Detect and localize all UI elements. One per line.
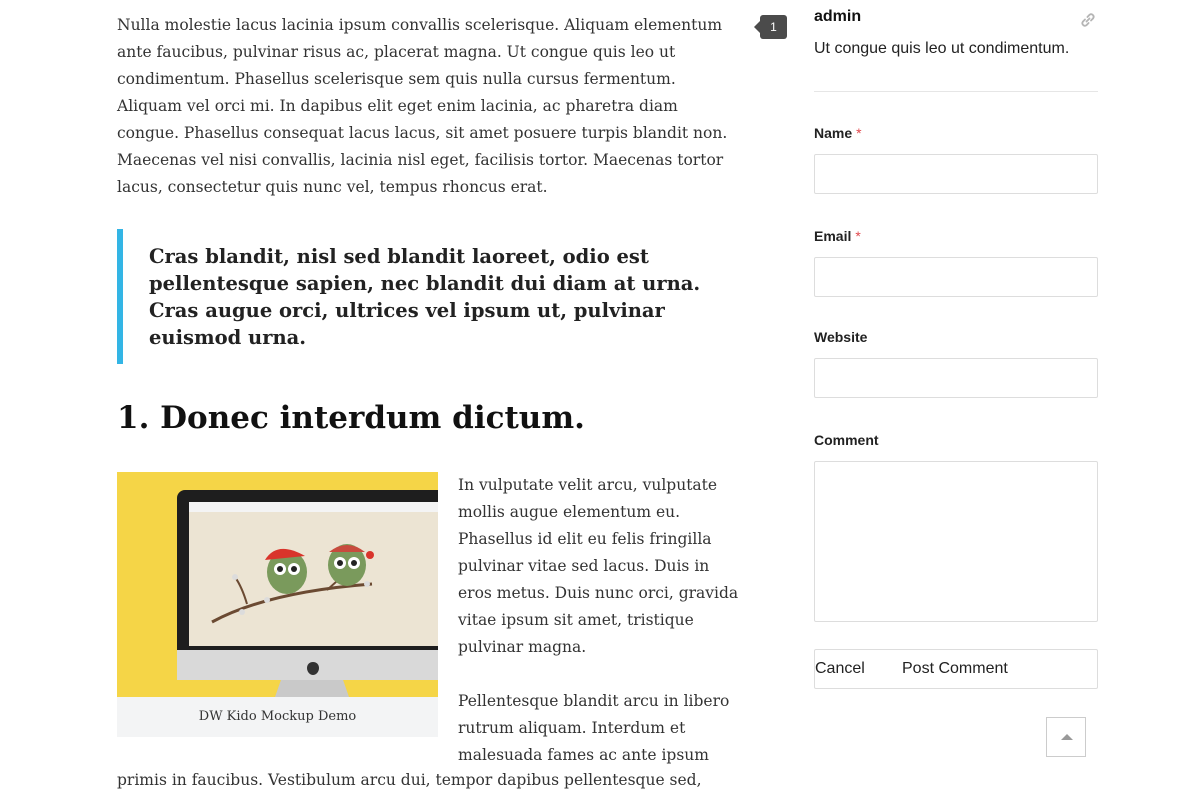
website-field[interactable] xyxy=(814,358,1098,398)
email-field[interactable] xyxy=(814,257,1098,297)
blockquote xyxy=(117,229,737,364)
scroll-to-top-button[interactable] xyxy=(1046,717,1086,757)
article-body xyxy=(117,12,742,201)
comment-textarea[interactable] xyxy=(814,461,1098,622)
required-marker: * xyxy=(856,125,862,141)
cancel-button[interactable]: Cancel xyxy=(815,660,865,677)
article-figure xyxy=(117,472,438,737)
caret-up-icon xyxy=(1061,734,1073,740)
link-icon[interactable] xyxy=(1078,10,1098,30)
required-marker: * xyxy=(855,228,861,244)
name-label: Name * xyxy=(814,125,862,141)
intro-paragraph: Nulla molestie lacus lacinia ipsum convallis scelerisque. Aliquam elementum ante faucibus, pulvinar risus ac, placerat magna. Ut congue quis leo ut condimentum. Phasellus scelerisque sem quis nulla cursus fermentum. Aliquam vel orci mi. In dapibus elit eget enim lacinia, ac pharetra diam congue. Phasellus consequat lacus lacus, sit amet posuere turpis blandit non. Maecenas vel nisi convallis, lacinia nisl eget, facilisis tortor. Maecenas tortor lacus, consectetur quis nunc vel, tempus rhoncus erat. xyxy=(117,16,728,196)
comment-label: Comment xyxy=(814,432,879,448)
post-comment-button[interactable]: Post Comment xyxy=(902,660,1008,677)
side-paragraph: In vulputate velit arcu, vulputate mollis augue elementum eu. Phasellus id elit eu felis fringilla pulvinar vitae sed lacus. Duis in eros metus. Duis nunc orci, gravida vitae ipsum sit amet, tristique pulvinar magna. xyxy=(458,476,739,656)
figure-caption: DW Kido Mockup Demo xyxy=(198,709,357,724)
mockup-image xyxy=(117,472,438,697)
figure-side-text xyxy=(458,472,748,769)
email-label: Email * xyxy=(814,228,861,244)
comment-text: Ut congue quis leo ut condimentum. xyxy=(814,40,1070,57)
divider xyxy=(814,91,1098,92)
section-heading: 1. Donec interdum dictum. xyxy=(117,400,585,436)
form-actions xyxy=(814,649,1098,689)
blockquote-text: Cras blandit, nisl sed blandit laoreet, odio est pellentesque sapien, nec blandit dui diam at urna. Cras augue orci, ultrices vel ipsum ut, pulvinar euismod urna. xyxy=(149,245,701,349)
comment-count-badge: 1 xyxy=(760,15,787,39)
continued-paragraph: primis in faucibus. Vestibulum arcu dui, tempor dapibus pellentesque sed, xyxy=(117,771,702,789)
side-paragraph: Pellentesque blandit arcu in libero rutrum aliquam. Interdum et malesuada fames ac ante ipsum xyxy=(458,692,730,764)
comment-author: admin xyxy=(814,8,862,25)
name-field[interactable] xyxy=(814,154,1098,194)
website-label: Website xyxy=(814,329,868,345)
